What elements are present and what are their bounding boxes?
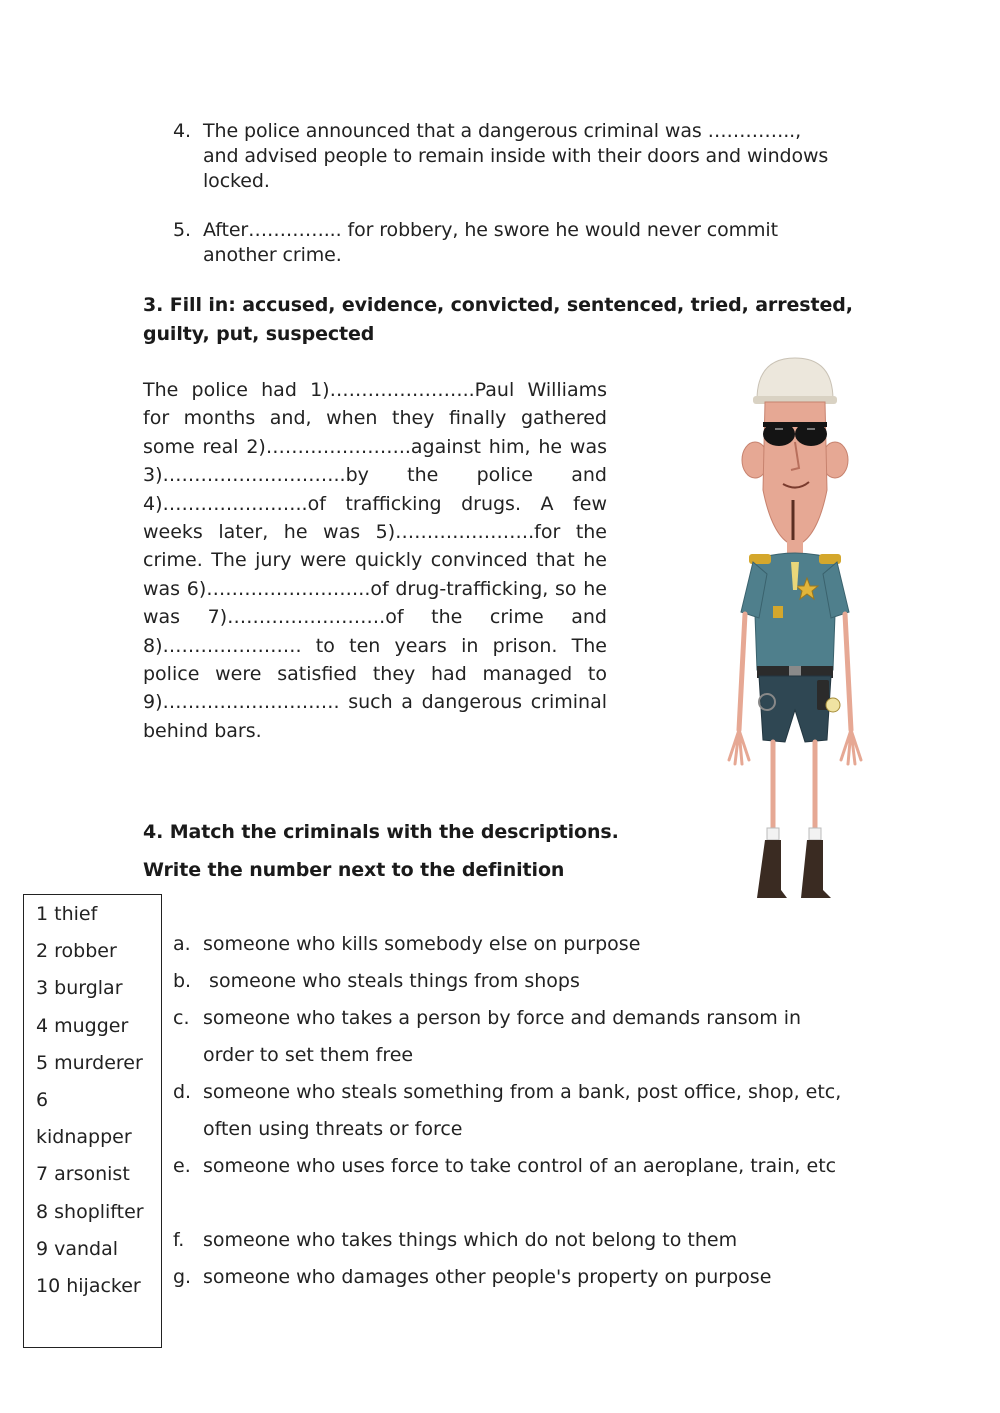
exercise4-instruction: Write the number next to the definition [143, 859, 565, 881]
definition-letter: f. [173, 1229, 185, 1251]
list-item: 2 robber [36, 940, 117, 963]
definition-text: someone who steals something from a bank, post office, shop, etc, often using threats or force [203, 1081, 842, 1140]
list-item: 5 murderer [36, 1051, 143, 1074]
exercise3-paragraph: The police had 1)…………………..Paul Williams for months and, when they finally gathered some real 2)…………………..against him, he was 3)………………………..by the police and 4)…………………..of trafficking drugs. A few weeks later, he was 5)………………….for the crime. The jury were quickly convinced that he was 6)……………………..of drug-trafficking, so he was 7)…………………….of the crime and 8)…………………. to ten years in prison. The police were satisfied they had managed to 9)………………………. such a dangerous criminal behind bars. [143, 379, 607, 742]
definition-text: someone who kills somebody else on purpose [203, 933, 641, 955]
exercise4-heading: 4. Match the criminals with the descriptions. [143, 821, 619, 843]
definition-letter: g. [173, 1266, 192, 1288]
list-item: 7 arsonist [36, 1163, 130, 1186]
list-item: 1 thief [36, 903, 98, 925]
item-number: 4. [173, 120, 191, 142]
item-text: After…………... for robbery, he swore he would never commit another crime. [203, 219, 778, 266]
definition-text: someone who takes a person by force and demands ransom in order to set them free [203, 1007, 802, 1066]
list-item: 9 vandal [36, 1237, 119, 1260]
definition-letter: e. [173, 1155, 191, 1177]
list-item: 8 shoplifter [36, 1200, 144, 1223]
list-item: 10 hijacker [36, 1275, 141, 1298]
definition-letter: b. [173, 970, 192, 992]
list-item: 4 mugger [36, 1014, 129, 1037]
list-item: 3 burglar [36, 977, 123, 1000]
definition-text: someone who uses force to take control of an aeroplane, train, etc [203, 1155, 837, 1177]
definition-letter: c. [173, 1007, 190, 1029]
definitions-list [173, 926, 863, 1306]
list-item: kidnapper [36, 1126, 132, 1149]
definition-text: someone who damages other people's property on purpose [203, 1266, 772, 1288]
definition-letter: d. [173, 1081, 192, 1103]
definition-text: someone who takes things which do not belong to them [203, 1229, 738, 1251]
definition-text: someone who steals things from shops [203, 970, 580, 992]
exercise3-heading: 3. Fill in: accused, evidence, convicted, sentenced, tried, arrested, guilty, put, suspected [143, 294, 853, 345]
item-text: The police announced that a dangerous criminal was ………….., and advised people to remain inside with their doors and windows locked. [203, 120, 829, 192]
item-number: 5. [173, 219, 191, 241]
criminals-box [23, 894, 162, 1348]
exercise2-item-4 [173, 119, 873, 194]
definition-letter: a. [173, 933, 191, 955]
list-item: 6 [36, 1089, 49, 1112]
exercise2-item-5 [173, 218, 873, 268]
